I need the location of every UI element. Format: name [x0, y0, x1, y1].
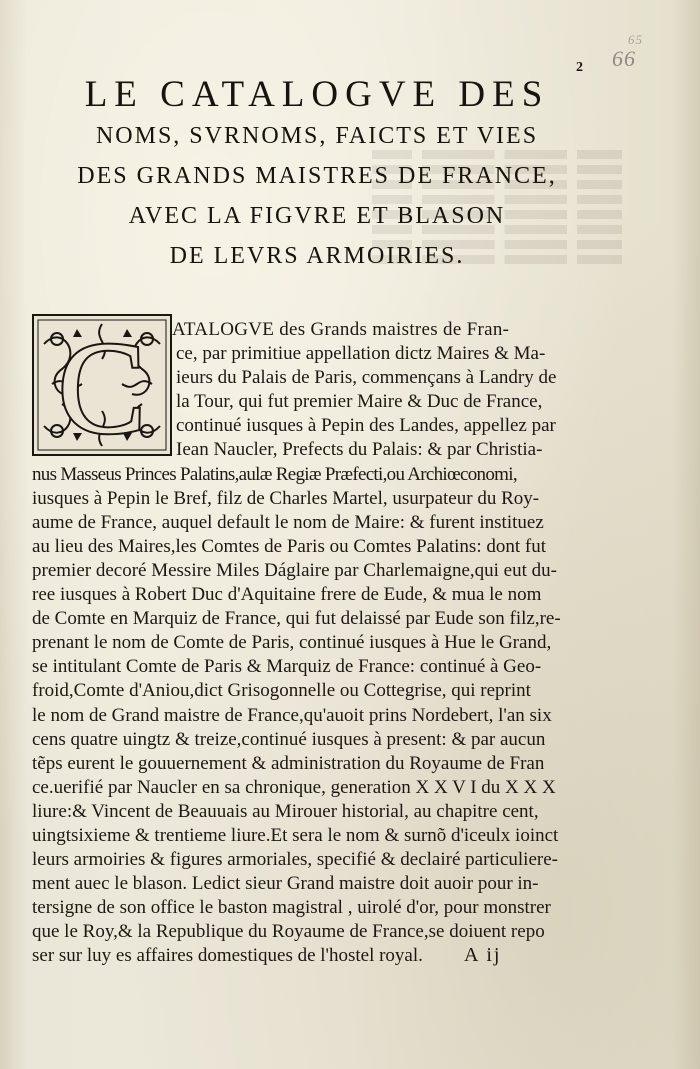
body-paragraph [32, 318, 580, 969]
title-line-2: NOMS, SVRNOMS, FAICTS ET VIES [95, 123, 539, 149]
title-line-3: DES GRANDS MAISTRES DE FRANCE, [77, 163, 557, 189]
text-line: ment auec le blason. Ledict sieur Grand maistre doit auoir pour in- [32, 873, 539, 895]
text-line: continué iusques à Pepin des Landes, appellez par [176, 415, 556, 437]
text-line: ieurs du Palais de Paris, commençans à Landry de [176, 367, 557, 389]
text-line: de Comte en Marquiz de France, qui fut delaissé par Eude son filz,re- [32, 608, 561, 630]
page-title [24, 74, 610, 276]
text-line: nus Masseus Princes Palatins,aulæ Regiæ Præfecti,ou Archiœconomi, [32, 463, 517, 485]
text-line: premier decoré Messire Miles Dáglaire par Charlemaigne,qui eut du- [32, 559, 557, 581]
text-line: ATALOGVE des Grands maistres de Fran- [172, 319, 510, 340]
text-line: cens quatre uingtz & treize,continué iusques à present: & par aucun [32, 728, 546, 750]
text-line: ce.uerifié par Naucler en sa chronique, generation X X V I du X X X [32, 776, 556, 798]
text-line: aume de France, auquel default le nom de Maire: & furent instituez [32, 511, 544, 533]
text-line: froid,Comte d'Aniou,dict Grisogonnelle ou Cottegrise, qui reprint [32, 680, 531, 702]
drop-cap-letter: C [57, 314, 147, 456]
text-line: leurs armoiries & figures armoriales, specifié & declairé particuliere- [32, 849, 558, 871]
text-line: Iean Naucler, Prefects du Palais: & par Christia- [176, 439, 543, 461]
pencil-folio-struck: 65 [628, 32, 643, 47]
text-line: tersigne de son office le baston magistral , uirolé d'or, pour monstrer [32, 897, 551, 919]
text-line: prenant le nom de Comte de Paris, continué iusques à Hue le Grand, [32, 632, 552, 654]
title-line-4: AVEC LA FIGVRE ET BLASON [128, 203, 506, 229]
text-line: iusques à Pepin le Bref, filz de Charles Martel, usurpateur du Roy- [32, 487, 540, 509]
text-line: la Tour, qui fut premier Maire & Duc de France, [176, 391, 543, 413]
text-line: le nom de Grand maistre de France,qu'auoit prins Nordebert, l'an six [32, 704, 552, 726]
text-line: au lieu des Maires,les Comtes de Paris ou Comtes Palatins: dont fut [32, 535, 546, 557]
text-line: ser sur luy es affaires domestiques de l'hostel royal. [32, 945, 423, 967]
text-line: tẽps eurent le gouuernement & administration du Royaume de Fran [32, 752, 545, 774]
text-line: que le Roy,& la Republique du Royaume de France,se doiuent repo [32, 921, 545, 943]
pencil-folio-annotation [612, 32, 643, 72]
folio-number: 2 [576, 60, 583, 75]
text-line: uingtsixieme & trentieme liure.Et sera le nom & surnõ d'iceulx ioinct [32, 824, 559, 846]
text-line: se intitulant Comte de Paris & Marquiz de France: continué à Geo- [32, 656, 542, 678]
text-line: liure:& Vincent de Beauuais au Mirouer historial, au chapitre cent, [32, 800, 539, 822]
signature-mark: A ij [464, 944, 502, 966]
pencil-folio: 66 [612, 46, 636, 71]
text-line: ree iusques à Robert Duc d'Aquitaine frere de Eude, & mua le nom [32, 584, 542, 606]
title-line-1: LE CATALOGVE DES [84, 74, 550, 115]
title-line-5: DE LEVRS ARMOIRIES. [169, 243, 465, 269]
text-line: ce, par primitiue appellation dictz Maires & Ma- [176, 343, 546, 365]
